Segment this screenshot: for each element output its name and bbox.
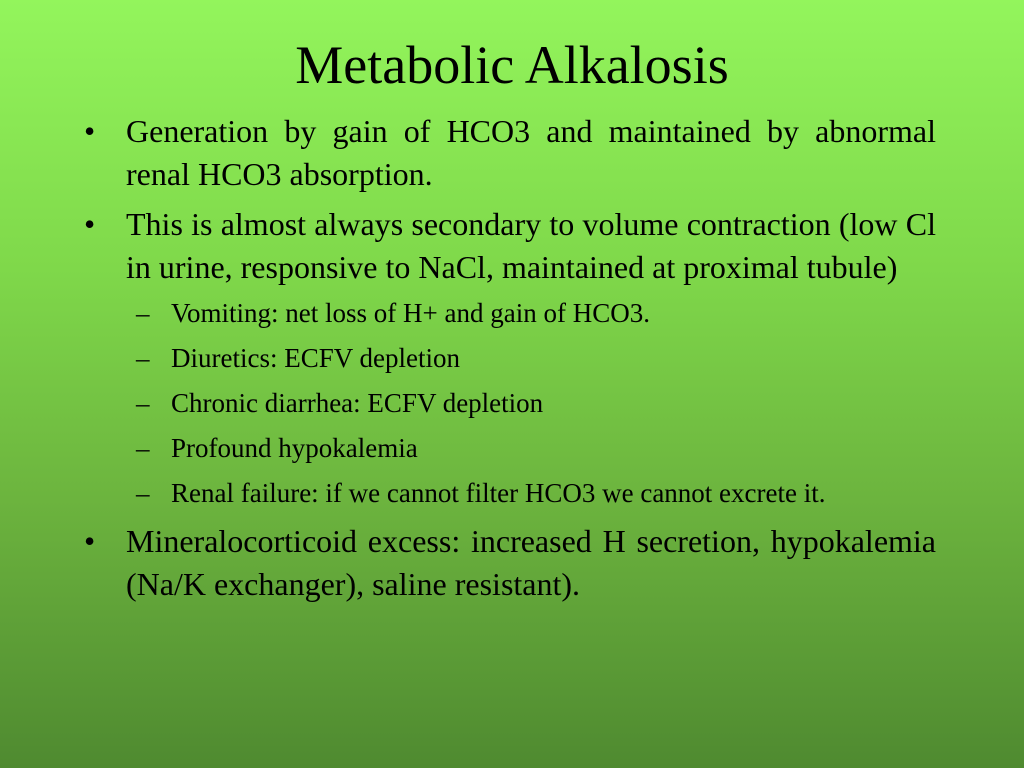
bullet-dot-icon: • (84, 206, 96, 242)
bullet-dot-icon: • (84, 113, 96, 149)
dash-icon: – (136, 343, 150, 373)
sub-bullet-item (80, 430, 936, 466)
sub-bullet-item (80, 475, 936, 511)
bullet-item (80, 203, 936, 511)
bullet-item (80, 110, 936, 196)
dash-icon: – (136, 388, 150, 418)
dash-icon: – (136, 433, 150, 463)
sub-bullet-text: Diuretics: ECFV depletion (171, 343, 460, 373)
bullet-text: Generation by gain of HCO3 and maintained by abnormal renal HCO3 absorption. (126, 113, 936, 192)
dash-icon: – (136, 298, 150, 328)
dash-icon: – (136, 478, 150, 508)
bullet-text: This is almost always secondary to volume contraction (low Cl in urine, responsive to NaCl, maintained at proximal tubule) (126, 206, 936, 285)
sub-bullet-text: Renal failure: if we cannot filter HCO3 we cannot excrete it. (171, 478, 826, 508)
slide-title: Metabolic Alkalosis (295, 35, 729, 95)
bullet-text: Mineralocorticoid excess: increased H secretion, hypokalemia (Na/K exchanger), saline resistant). (126, 523, 936, 602)
sub-bullet-text: Vomiting: net loss of H+ and gain of HCO3. (171, 298, 650, 328)
bullet-dot-icon: • (84, 523, 96, 559)
sub-bullet-text: Chronic diarrhea: ECFV depletion (171, 388, 544, 418)
sub-bullet-item (80, 340, 936, 376)
sub-bullet-item (80, 295, 936, 331)
bullet-list (80, 110, 936, 606)
bullet-item (80, 520, 936, 606)
sub-bullet-text: Profound hypokalemia (171, 433, 418, 463)
sub-bullet-item (80, 385, 936, 421)
slide-content (80, 110, 936, 613)
sub-bullet-list (80, 295, 936, 511)
